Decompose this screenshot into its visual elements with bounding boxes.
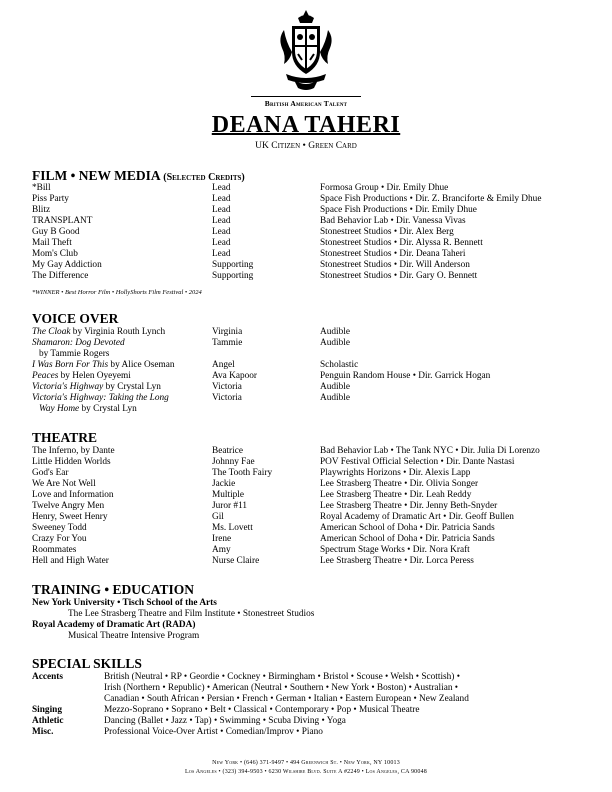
film-row-col-1: *Bill — [32, 183, 51, 193]
voice-role: Ava Kapoor — [212, 371, 258, 381]
voice-author: by Crystal Lyn — [103, 382, 161, 392]
voice-title-italic: Shamaron: Dog Devoted — [32, 338, 125, 348]
theatre-row-col-2: Multiple — [212, 490, 245, 500]
theatre-row-col-1: The Inferno, by Dante — [32, 446, 115, 456]
film-row — [32, 260, 592, 271]
theatre-row — [32, 446, 592, 457]
theatre-row — [32, 457, 592, 468]
theatre-row — [32, 490, 592, 501]
skills-accents: Accents British (Neutral • RP • Geordie • Cockney • Birmingham • Bristol • Scouse • Welsh • Scottish) • Irish (Northern • Republic) • American (Neutral • Southern • New York • Boston) • Australian • Canadian • South African • Persian • French • German • Italian • Eastern European • New Zealand — [32, 672, 469, 704]
training-nyu-detail: The Lee Strasberg Theatre and Film Institute • Stonestreet Studios — [68, 609, 315, 619]
theatre-row — [32, 479, 592, 490]
voice-company: Penguin Random House • Dir. Garrick Hogan — [320, 371, 491, 381]
theatre-row-col-2: Gil — [212, 512, 224, 522]
voice-company: Scholastic — [320, 360, 359, 370]
film-row-col-2: Lead — [212, 238, 231, 248]
theatre-row-col-3: American School of Doha • Dir. Patricia Sands — [320, 534, 495, 544]
film-row — [32, 194, 592, 205]
film-row-col-1: Piss Party — [32, 194, 69, 204]
agency-rule — [251, 96, 361, 97]
theatre-row-col-3: Spectrum Stage Works • Dir. Nora Kraft — [320, 545, 470, 555]
voice-title-italic: Peaces — [32, 371, 59, 381]
film-row-col-3: Formosa Group • Dir. Emily Dhue — [320, 183, 449, 193]
voice-row — [32, 327, 592, 338]
training-heading: TRAINING • EDUCATION — [32, 582, 194, 597]
voice-row — [32, 371, 592, 382]
voice-role: Tammie — [212, 338, 243, 348]
theatre-row — [32, 501, 592, 512]
film-row-col-3: Space Fish Productions • Dir. Emily Dhue — [320, 205, 477, 215]
film-row-col-1: TRANSPLANT — [32, 216, 93, 226]
theatre-row-col-2: Beatrice — [212, 446, 243, 456]
film-row-col-3: Stonestreet Studios • Dir. Will Anderson — [320, 260, 470, 270]
voice-role: Virginia — [212, 327, 243, 337]
voice-title — [32, 371, 131, 382]
film-row-col-3: Stonestreet Studios • Dir. Alyssa R. Bennett — [320, 238, 483, 248]
voice-row — [32, 382, 592, 393]
training-rada-detail: Musical Theatre Intensive Program — [68, 631, 200, 641]
theatre-row-col-2: Nurse Claire — [212, 556, 260, 566]
theatre-row-col-2: Ms. Lovett — [212, 523, 253, 533]
theatre-row-col-1: Little Hidden Worlds — [32, 457, 111, 467]
film-row-col-1: Mom's Club — [32, 249, 78, 259]
footer-los-angeles: Los Angeles • (323) 394-9503 • 6230 Wilshire Blvd. Suite A #2249 • Los Angeles, CA 90048 — [185, 769, 427, 775]
agency-name: British American Talent — [0, 96, 612, 108]
film-row-col-1: The Difference — [32, 271, 89, 281]
skills-heading: SPECIAL SKILLS — [32, 656, 142, 671]
film-row-col-2: Supporting — [212, 271, 254, 281]
film-row — [32, 249, 592, 260]
film-row — [32, 238, 592, 249]
voice-company: Audible — [320, 393, 350, 403]
voice-row — [32, 338, 592, 349]
film-row-col-1: My Gay Addiction — [32, 260, 102, 270]
film-row-col-3: Bad Behavior Lab • Dir. Vanessa Vivas — [320, 216, 466, 226]
theatre-row-col-1: Roommates — [32, 545, 77, 555]
agency-crest-logo — [276, 8, 336, 94]
voice-title-italic: Victoria's Highway: Taking the Long — [32, 393, 169, 403]
theatre-row — [32, 523, 592, 534]
voice-company: Audible — [320, 338, 350, 348]
theatre-row-col-1: Crazy For You — [32, 534, 87, 544]
voice-author: by Alice Oseman — [108, 360, 175, 370]
film-row-col-1: Mail Theft — [32, 238, 72, 248]
theatre-row-col-1: Sweeney Todd — [32, 523, 87, 533]
voice-company: Audible — [320, 327, 350, 337]
theatre-row — [32, 468, 592, 479]
film-row-col-3: Stonestreet Studios • Dir. Deana Taheri — [320, 249, 466, 259]
film-row-col-2: Lead — [212, 183, 231, 193]
voice-title — [32, 393, 169, 404]
training-rada: Royal Academy of Dramatic Art (RADA) — [32, 620, 196, 630]
theatre-row-col-1: God's Ear — [32, 468, 69, 478]
film-row-col-2: Supporting — [212, 260, 254, 270]
theatre-row-col-3: Lee Strasberg Theatre • Dir. Olivia Songer — [320, 479, 479, 489]
voice-title-italic: Victoria's Highway — [32, 382, 104, 392]
theatre-row-col-2: Irene — [212, 534, 232, 544]
voice-row — [32, 349, 592, 360]
film-row-col-2: Lead — [212, 205, 231, 215]
voice-title-italic: Way Home — [32, 404, 80, 414]
theatre-row-col-3: Lee Strasberg Theatre • Dir. Lorca Peress — [320, 556, 474, 566]
voice-author: by Virginia Routh Lynch — [70, 327, 166, 337]
theatre-row-col-3: American School of Doha • Dir. Patricia Sands — [320, 523, 495, 533]
theatre-row-col-3: POV Festival Official Selection • Dir. Dante Nastasi — [320, 457, 515, 467]
theatre-row-col-3: Royal Academy of Dramatic Art • Dir. Geoff Bullen — [320, 512, 514, 522]
training-nyu: New York University • Tisch School of the Arts — [32, 598, 217, 608]
film-row-col-2: Lead — [212, 216, 231, 226]
voice-row — [32, 393, 592, 404]
film-award-note: *WINNER • Best Horror Film • HollyShorts Film Festival • 2024 — [32, 289, 202, 296]
voice-row — [32, 404, 592, 415]
film-row-col-3: Space Fish Productions • Dir. Z. Branciforte & Emily Dhue — [320, 194, 542, 204]
film-row-col-2: Lead — [212, 194, 231, 204]
theatre-row-col-1: Hell and High Water — [32, 556, 109, 566]
theatre-row-col-1: We Are Not Well — [32, 479, 96, 489]
theatre-row-col-2: Johnny Fae — [212, 457, 255, 467]
theatre-row-col-3: Bad Behavior Lab • The Tank NYC • Dir. Julia Di Lorenzo — [320, 446, 540, 456]
voice-author: by Crystal Lyn — [79, 404, 137, 414]
film-row — [32, 227, 592, 238]
theatre-row-col-2: Juror #11 — [212, 501, 248, 511]
theatre-row-col-2: Amy — [212, 545, 231, 555]
theatre-row-col-1: Henry, Sweet Henry — [32, 512, 108, 522]
voice-company: Audible — [320, 382, 350, 392]
voice-author: by Tammie Rogers — [32, 349, 110, 359]
theatre-row-col-1: Twelve Angry Men — [32, 501, 105, 511]
film-row — [32, 183, 592, 194]
theatre-row-col-2: Jackie — [212, 479, 236, 489]
theatre-row-col-3: Lee Strasberg Theatre • Dir. Jenny Beth-Snyder — [320, 501, 498, 511]
film-row — [32, 216, 592, 227]
citizenship: UK Citizen • Green Card — [255, 141, 357, 151]
voice-title — [32, 327, 165, 338]
voice-title-italic: The Cloak — [32, 327, 71, 337]
theatre-heading: THEATRE — [32, 430, 98, 445]
voice-title — [32, 349, 109, 360]
film-row-col-3: Stonestreet Studios • Dir. Alex Berg — [320, 227, 454, 237]
theatre-row — [32, 512, 592, 523]
theatre-row-col-2: The Tooth Fairy — [212, 468, 273, 478]
voice-title — [32, 360, 174, 371]
voice-title — [32, 382, 161, 393]
voice-author: by Helen Oyeyemi — [58, 371, 131, 381]
theatre-row — [32, 545, 592, 556]
footer-new-york: New York • (646) 371-9497 • 494 Greenwich St. • New York, NY 10013 — [212, 760, 400, 766]
film-row-col-1: Blitz — [32, 205, 51, 215]
voice-row — [32, 360, 592, 371]
theatre-row-col-1: Love and Information — [32, 490, 114, 500]
voice-role: Victoria — [212, 382, 242, 392]
film-row — [32, 205, 592, 216]
film-row-col-1: Guy B Good — [32, 227, 80, 237]
voice-role: Angel — [212, 360, 235, 370]
voice-title-italic: I Was Born For This — [32, 360, 109, 370]
film-heading: FILM • NEW MEDIA (Selected Credits) — [32, 168, 245, 183]
film-row-col-2: Lead — [212, 227, 231, 237]
voice-title — [32, 338, 125, 349]
film-heading-small: (Selected Credits) — [163, 172, 245, 183]
actor-name: DEANA TAHERI — [211, 112, 401, 138]
theatre-row — [32, 556, 592, 567]
voice-title — [32, 404, 137, 415]
film-row — [32, 271, 592, 282]
voice-over-heading: VOICE OVER — [32, 311, 119, 326]
theatre-row-col-3: Lee Strasberg Theatre • Dir. Leah Reddy — [320, 490, 472, 500]
film-row-col-3: Stonestreet Studios • Dir. Gary O. Bennett — [320, 271, 478, 281]
theatre-row-col-3: Playwrights Horizons • Dir. Alexis Lapp — [320, 468, 471, 478]
theatre-row — [32, 534, 592, 545]
voice-role: Victoria — [212, 393, 242, 403]
film-row-col-2: Lead — [212, 249, 231, 259]
